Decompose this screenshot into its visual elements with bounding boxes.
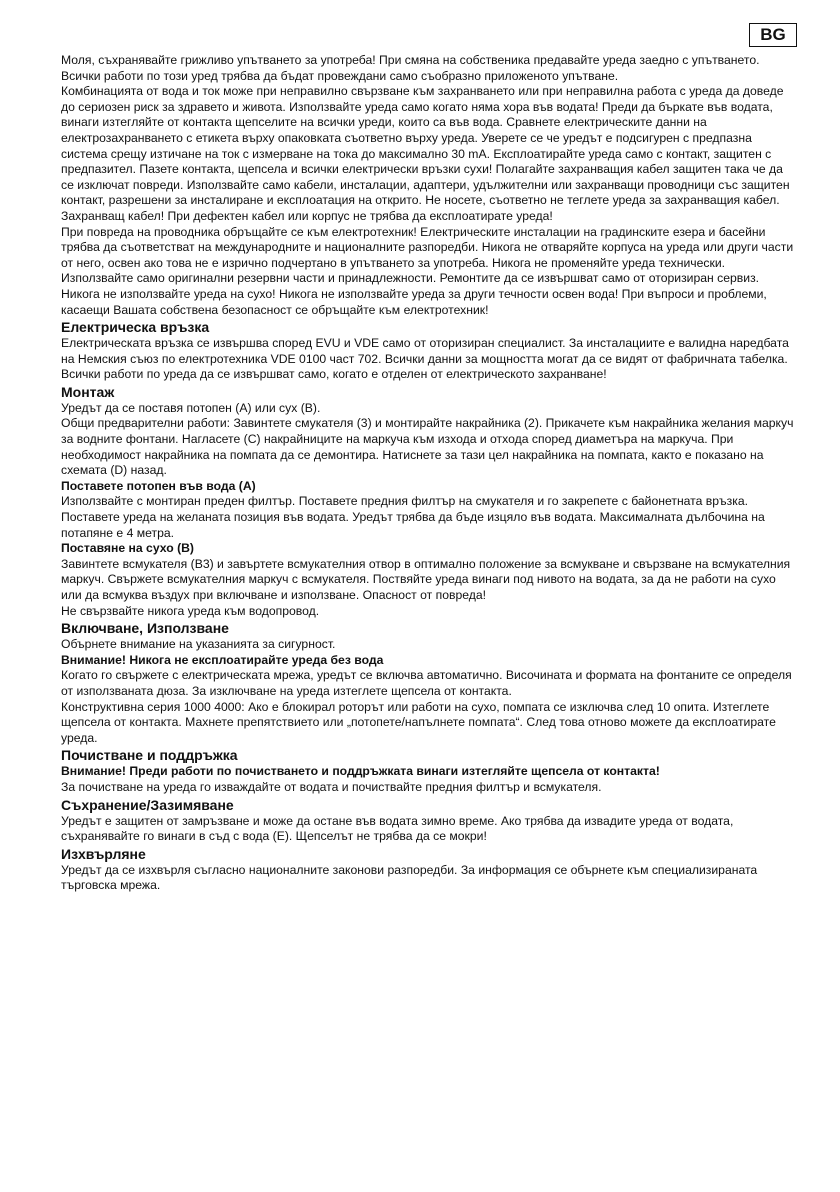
operation-heading: Включване, Използване [61, 620, 229, 637]
intro-paragraph-2: Комбинацията от вода и ток може при неправилно свързване към захранването или при неправилна работа с уреда да доведе до сериозен риск за здравето и живота. Използвайте уреда само когато няма хора във водата! Преди да бъркате във водата, винаги изтегляйте от контакта щепселите на всички уреди, които са във вода. Сравнете електрическите данни на електрозахранването с етикета върху опаковката съответно върху уреда. Уверете се че уредът е подсигурен с предпазна система срещу изтичане на ток с измерване на тока до максимално 30 mA. Експлоатирайте уреда само с контакт, защитен с предпазител. Пазете контакта, щепсела и всички електрически връзки сухи! Полагайте захранващия кабел защитен така че да се изключат повреди. Използвайте само кабели, инсталации, адаптери, удължителни или захранващи проводници със защитен контакт, разрешени за инсталиране и експлоатация на открито. Не носете, съответно не теглете уреда за захранващия кабел. Захранващ кабел! При дефектен кабел или корпус не трябва да експлоатирате уреда! [61, 84, 790, 223]
disposal-paragraph: Уредът да се изхвърля съгласно националните законови разпоредби. За информация се обърнете към специализираната търговска мрежа. [61, 862, 758, 893]
operation-paragraph-3: Конструктивна серия 1000 4000: Ако е блокирал роторът или работи на сухо, помпата се изключва след 10 опита. Изтеглете щепсела от контакта. Махнете препятствието или „потопете/напълнете помпата“. След това отново можете да експлоатирате уреда. [61, 699, 776, 745]
operation-warning: Внимание! Никога не експлоатирайте уреда без вода [61, 652, 384, 667]
electrical-paragraph: Електрическата връзка се извършва според EVU и VDE само от оторизиран специалист. За инсталациите е валидна наредбата на Немския съюз по електротехника VDE 0100 част 702. Всички данни за мощността могат да се видят от фабричната табелка. Всички работи по уреда да се извършват само, когато е отделен от електрическото захранване! [61, 336, 789, 382]
mounting-paragraph-1: Уредът да се поставя потопен (A) или сух (B). [61, 400, 321, 415]
cleaning-heading: Почистване и поддръжка [61, 747, 238, 764]
mounting-heading: Монтаж [61, 383, 115, 400]
mounting-paragraph-2: Общи предварителни работи: Завинтете смукателя (3) и монтирайте накрайника (2). Прикачете към накрайника желания маркуч за водните фонтани. Нагласете (C) накрайниците на маркуча към изхода и отхода според диаметъра на маркуча. При необходимост накрайника на помпата да се демонтира. Натиснете за тази цел накрайника на помпата, както е показано на схемата (D) назад. [61, 416, 794, 478]
manual-text [61, 53, 796, 894]
submerged-paragraph: Използвайте с монтиран преден филтър. Поставете предния филтър на смукателя и го закрепете с байонетната връзка. Поставете уреда на желаната позиция във водата. Уредът трябва да бъде изцяло във водата. Максималната дълбочина на потапяне е 4 метра. [61, 494, 765, 540]
operation-paragraph-2: Когато го свържете с електрическата мрежа, уредът се включва автоматично. Височината и формата на фонтаните се определя от използваната дюза. За изключване на уреда изтеглете щепсела от контакта. [61, 668, 792, 698]
dry-paragraph-2: Не свързвайте никога уреда към водопровод. [61, 603, 320, 618]
operation-paragraph-1: Обърнете внимание на указанията за сигурност. [61, 637, 336, 652]
intro-paragraph-3: При повреда на проводника обръщайте се към електротехник! Електрическите инсталации на градинските езера и басейни трябва да съответстват на международните и националните разпоредби. Никога не отваряйте корпуса на уреда или други части от него, освен ако това не е изрично подчертано в упътването за употреба. Никога не променяйте уреда технически. Използвайте само оригинални резервни части и принадлежности. Ремонтите да се извършват само от оторизиран сервиз. Никога не използвайте уреда на сухо! Никога не използвайте уреда за други течности освен вода! При въпроси и проблеми, касаещи Вашата собствена безопасност се обръщайте към електротехник! [61, 224, 794, 317]
submerged-heading: Поставете потопен във вода (A) [61, 478, 256, 493]
dry-paragraph-1: Завинтете всмукателя (B3) и завъртете всмукателния отвор в оптимално положение за всмукване и свързване на всмукателния маркуч. Свържете всмукателния маркуч с всмукателя. Поствяйте уреда винаги под нивото на водата, за да не работи на сухо или да всмуква въздух при включване и използване. Опасност от повреда! [61, 556, 791, 602]
disposal-heading: Изхвърляне [61, 845, 146, 862]
cleaning-paragraph: За почистване на уреда го изваждайте от водата и почиствайте предния филтър и всмукателя. [61, 779, 602, 794]
electrical-heading: Електрическа връзка [61, 319, 210, 336]
storage-paragraph: Уредът е защитен от замръзване и може да остане във водата зимно време. Ако трябва да извадите уреда от водата, съхранявайте го винаги в съд с вода (E). Щепселът не трябва да се мокри! [61, 813, 734, 844]
intro-paragraph-1: Моля, съхранявайте грижливо упътването за употреба! При смяна на собственика предавайте уреда заедно с упътването. Всички работи по този уред трябва да бъдат провеждани само съобразно приложеното упътване. [61, 53, 760, 83]
cleaning-warning: Внимание! Преди работи по почистването и поддръжката винаги изтегляйте щепсела от контакта! [61, 764, 660, 779]
dry-heading: Поставяне на сухо (B) [61, 541, 194, 556]
storage-heading: Съхранение/Зазимяване [61, 796, 234, 813]
language-badge: BG [749, 23, 797, 47]
